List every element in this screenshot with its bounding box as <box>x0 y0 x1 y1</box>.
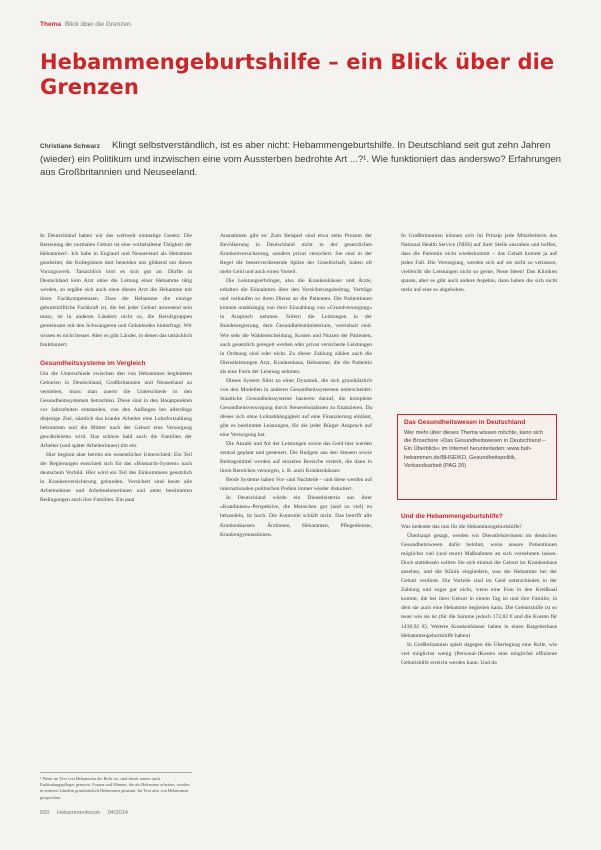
paragraph: Was bedeutet das nun für die Hebammengeburtshilfe? <box>401 524 523 530</box>
paragraph: Beide Systeme haben Vor- und Nachteile – und diese werden auf internationalen politischen Podien immer wieder diskutiert. <box>220 477 372 493</box>
paragraph: In Deutschland würde ein Dienstleisterin aus ihrer »Kundinnen«-Perspektive, die Menschen gut (und zu viel) zu behandeln, ist hoch. Die Kontrolle schläft nicht. Das betrifft alle Krankenkassen: Ärztinnen, Hebammen, Pflegedienste, Krankengymnastinnen. <box>220 495 372 538</box>
section-kicker <box>40 21 131 28</box>
column-2 <box>220 232 372 540</box>
paragraph: Die Leistungserbringer, also die Krankenhäuser und Ärzte, erhalten die Einnahmen über den Versicherungsbeitrag, Verträge und verkaufen so ihren Dienst an die Patienten. Die Patientinnen können unabhängig von ihrer Einzahlung von »Grundversorgung« in Anspruch nehmen. Sofern die Leistungen in der Bundesregierung, dem Gesundheitsministerium, vereinbart sind. Wie sehr die Wahlentscheidung, Kosten und Nutzen der Patienten, auch gesetzlich geregelt werden oder privat versicherte Leistungen in Ordnung sind oder nicht. Zu dieser Zahlung zählen auch die Dienstleistungen Arzt, Krankenhaus, Hebamme, die die Patientin als eine Form der Leistung nehmen. <box>220 278 372 375</box>
section-label: Thema <box>40 21 61 28</box>
lead-text: Klingt selbstverständlich, ist es aber nicht: Hebammengeburtshilfe. In Deutschland seit gut zehn Jahren (wieder) ein Politikum und inzwischen eine vom Aussterben bedrohte Art ...?¹. Wie funktioniert das anderswo? Erfahrungen aus Großbritannien und Neuseeland. <box>40 140 561 178</box>
page-footer <box>40 810 134 816</box>
paragraph: Die Anzahl und Art der Leistungen sowie das Geld hier werden zentral geplant und gesteuert. Die Budgets aus den Steuern sowie Beitragsmittel werden auf einzelne Bereiche verteilt, die dann in ihren Bereichen versorgen, z. B. auch Krankenhäuser. <box>220 441 372 475</box>
section-heading: Und die Hebammengeburtshilfe? <box>401 513 503 520</box>
section-subtitle: Blick über die Grenzen <box>64 21 131 28</box>
info-box <box>397 414 557 500</box>
column-3 <box>401 232 557 295</box>
footnote: ¹ Wenn im Text von Hebammen die Rede ist, sind damit immer auch Entbindungspfleger gemeint. Frauen und Männer, die als Hebamme arbeiten, werden in anderen Ländern grundsätzlich Hebammen genannt. Im Text also von Hebammen gesprochen. <box>40 772 192 801</box>
paragraph: In Deutschland haben wir das weltweit einmalige Gesetz: Die Betreuung der normalen Geburt ist eine vorbehaltene Tätigkeit der Hebammen¹. Ich habe in England und Neuseeland als Hebamme gearbeitet, die Kolleginnen dort beneiden uns glühend um dieses Vorzugswerk. Tatsächlich hört es sich gut an: Dürfte in Deutschland kein Arzt ohne die Leitung einer Hebamme tätig werden, so ergäbe sich auch ohne diesen Arzt die Hebamme mit ihren Fachkompetenzen. Dass die Hebamme die einzige geburtshilfliche Fachkraft ist, die bei jeder Geburt anwesend sein muss, ist in anderen Ländern nicht so, die Berufsgruppen gemeinsam mit den Schwangeren und Gebärenden hinterfragt. Wir wissen es nicht besser. Aber es gibt Länder, in denen das tatsächlich funktioniert. <box>40 233 192 348</box>
paragraph: Um die Unterschiede zwischen den von Hebammen begleiteten Geburten in Deutschland, Großbritannien und Neuseeland zu verstehen, muss man zuerst die Unterschiede in den Gesundheitssystemen betrachten. Diese sind in den Hauptpunkten vor Jahrzehnten entstanden, von den Anfängen her allerdings diejenige Ziel, nämlich das kranke Arbeiter eine Lohnfortzahlung bekommen und die Mütter nach der Geburt eine Versorgung gewährleisten wird. Das schloss bald auch die Familien der Arbeiter (und später Arbeiterinnen) mit ein. <box>40 370 192 449</box>
info-box-text: Wer mehr über dieses Thema wissen möchte, kann sich die Broschüre »Das Gesundheitswesen in Deutschland – Ein Überblick« im Internet herunterladen: www.bah-hebammen.de/BHSE/KD, Gesundheitspolitik, Verbandsarbeit (PAG 20) <box>404 430 546 469</box>
section-heading: Gesundheitssysteme im Vergleich <box>40 359 146 367</box>
issue-number: 04/2014 <box>107 810 128 816</box>
page-number: 500 <box>40 810 50 816</box>
paragraph: Überhaupt gesagt, werden wir Dienstleisterinnen im deutschen Gesundheitswesen dafür belohnt, wenn unsere Patientinnen möglichst viel (und teure) Maßnahmen an sich vornehmen lassen. Doch stattdessen sollten Sie sich einmal die Geburt im Krankenhaus ansehen, und die Klinik eingliedern, was die Hebamme bei der Geburt verdient. Die Vorteile sind im Geld unterschieden in der Zahlung und sogar gar nicht, wenn eine Frau in den Kreißsaal kommt, die bei ihrer Geburt in einem Tag ist und ihre Familie, in dem sie auch eine Hebamme begleiten kann. Die Geburtshilfe ist so teuer wie sie ist (für die Summe jedoch 172,82 € und die Kosten für 1438,92 €). Weitere Krankenhäuser haben in einen Ratgeberhaus Hebammengeburtshilfe haben) <box>401 533 557 639</box>
paragraph: In Großbritannien spielt dagegen die Überlegung eine Rolle, wie viel möglichst wenig (Personal-)Kosten eine möglichst effiziente Geburtshilfe erreicht werden kann. Und da <box>401 641 557 666</box>
info-box-title: Das Gesundheitswesen in Deutschland <box>404 419 526 426</box>
article-lead <box>40 140 562 179</box>
article-title: Hebammengeburtshilfe – ein Blick über die Grenzen <box>40 50 555 99</box>
paragraph: Hier beginnt aber bereits ein wesentlicher Unterschied: Ein Teil der Regierungen entschied sich für das »Bismarck-System« nach deutschem Vorbild. Hier wird ein Teil des Einkommens gesetzlich in Krankenversicherung gebunden. Versichert sind heute alle Arbeitnehmer und Arbeitnehmerinnen und unter bestimmten Bedingungen auch ihre Familien. Ein paar <box>40 452 192 504</box>
journal-name: Hebammenforum <box>56 810 101 816</box>
column-3-continued <box>401 512 557 668</box>
paragraph: Dieses System führt zu einer Dynamik, die sich grundsätzlich von den Modellen in anderen Gesundheitssystemen unterscheidet: Staatliche Gesundheitssysteme basieren darauf, die komplette Gesundheitsversorgung durch Steuereinnahmen zu finanzieren. Da dieses sich ohne Lohnabhängigkeit auf eine Finanzierung einlässt, gibt es bestimmte Leistungen, für die jeder Bürger Anspruch auf eine Versorgung hat. <box>220 377 372 439</box>
paragraph: Ausnahmen gibt es: Zum Beispiel sind etwa zehn Prozent der Bevölkerung in Deutschland nicht in der gesetzlichen Krankenversicherung, sondern privat versichert. Sie sind in der Regel die besserverdienende Spitze der Gesellschaft, haben oft mehr Geld und auch einen Vorteil. <box>220 233 372 276</box>
paragraph: In Großbritannien können sich im Prinzip jede Mitarbeiterin des National Health Service (NHS) auf ihrer Stelle ausruhen und hoffen, dass die Patientin nicht wiederkommt – das Gehalt kommt ja auf jeden Fall. Die Versorgung, werden sich auf sie nicht so verlassen, vielleicht die Leistungen nicht so gerne, Neue Ideen! Das Kliniken sparen, aber es gibt auch andere Aspekte, dann haben die sich nicht mehr auf eine so abgehoben. <box>401 233 557 294</box>
column-1 <box>40 232 192 505</box>
author-name: Christiane Schwarz <box>40 143 100 150</box>
